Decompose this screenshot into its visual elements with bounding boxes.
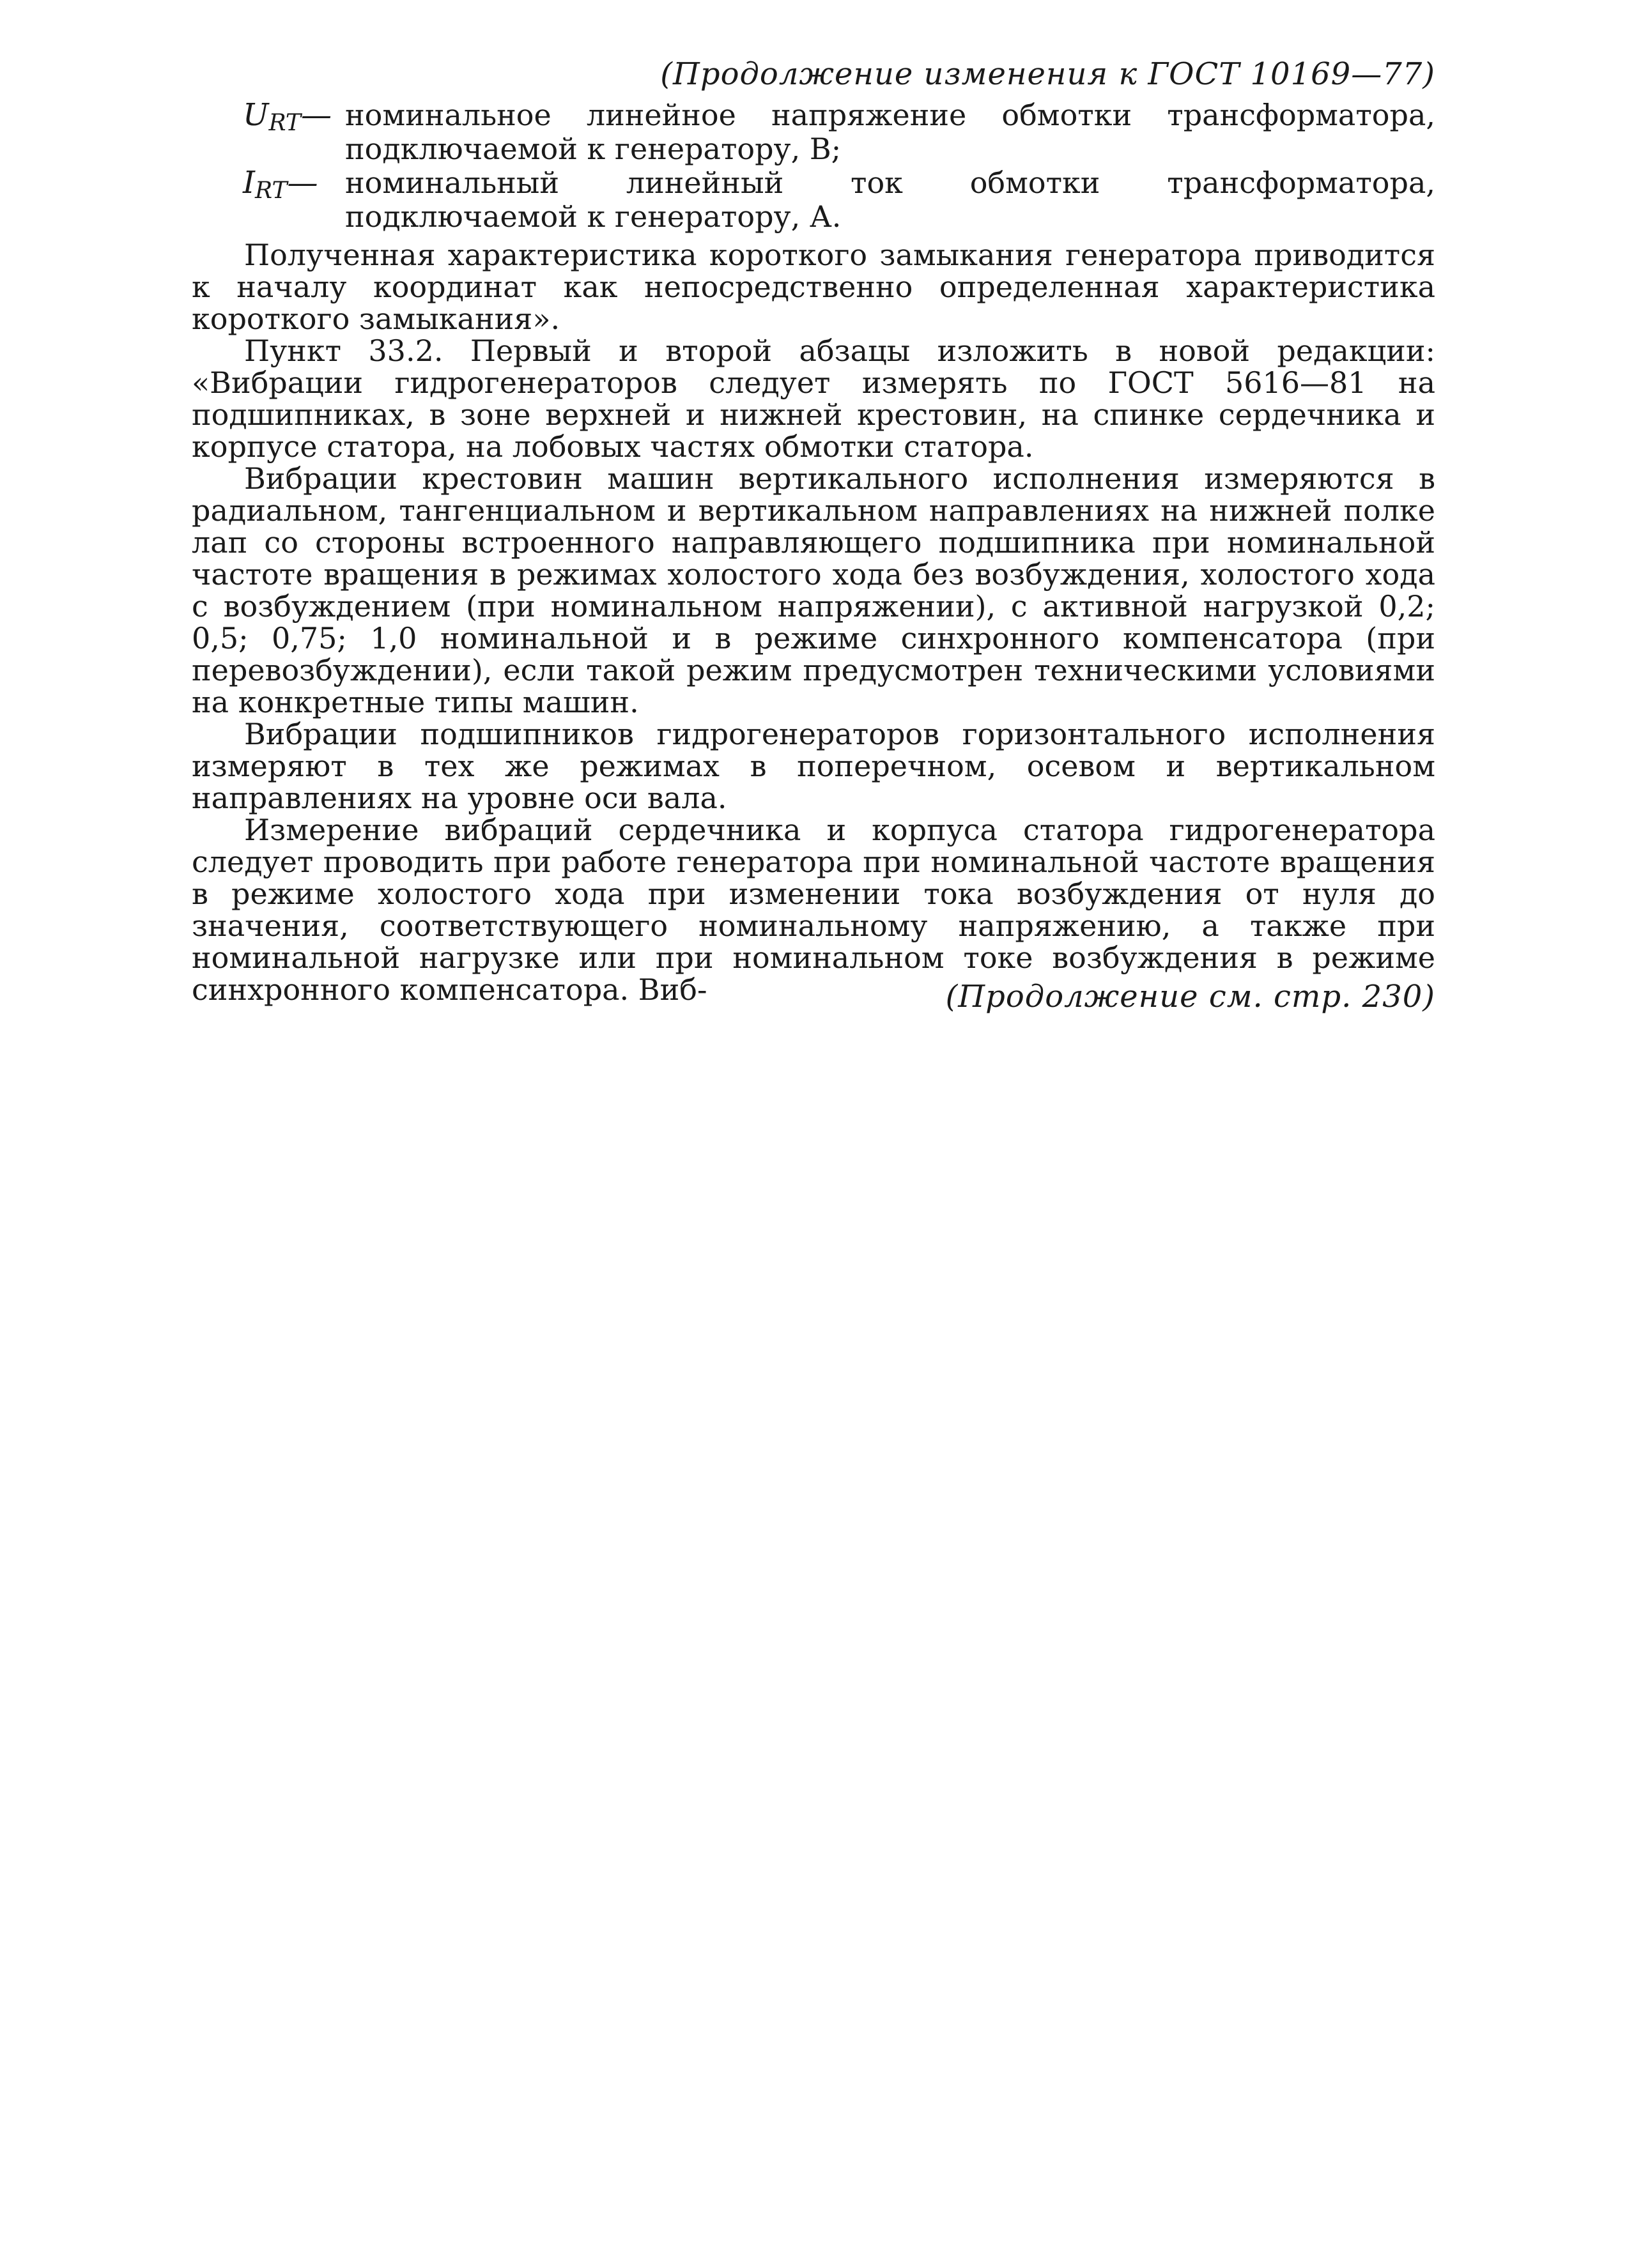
paragraph-bearing-vibration: Вибрации подшипников гидрогенераторов горизонтального исполнения измеряют в тех же режимах в поперечном, осевом и вертикальном направлениях на уровне оси вала. <box>192 717 1435 815</box>
symbol-definitions <box>192 98 1435 234</box>
document-body <box>192 239 1435 1006</box>
symbol-subscript: RT <box>254 178 288 204</box>
continuation-header: (Продолжение изменения к ГОСТ 10169—77) <box>660 56 1435 92</box>
paragraph-stator-vibration: Измерение вибраций сердечника и корпуса статора гидрогенератора следует проводить при работе генератора при номинальной частоте вращения в режиме холостого хода при изменении тока возбуждения от нуля до значения, соответствующего номинальному напряжению, а также при номинальной нагрузке или при номинальном токе возбуждения в режиме синхронного компенсатора. Виб- <box>192 813 1435 1007</box>
continuation-footer: (Продолжение см. стр. 230) <box>945 979 1435 1015</box>
definition-dash: — <box>287 165 318 201</box>
definition-text: номинальный линейный ток обмотки трансформатора, подключаемой к генератору, А. <box>345 165 1435 234</box>
symbol-letter: U <box>243 97 269 133</box>
definition-i-rt <box>192 166 1435 234</box>
paragraph-short-circuit: Полученная характеристика короткого замыкания генератора приводится к началу координат как непосредственно определенная характеристика короткого замыкания». <box>192 238 1435 336</box>
definition-u-rt <box>192 98 1435 166</box>
symbol-i-rt <box>243 166 324 208</box>
definition-text: номинальное линейное напряжение обмотки трансформатора, подключаемой к генератору, В; <box>345 98 1435 166</box>
symbol-letter: I <box>243 165 255 201</box>
paragraph-item-33-2: Пункт 33.2. Первый и второй абзацы изложить в новой редакции: «Вибрации гидрогенераторов следует измерять по ГОСТ 5616—81 на подшипниках, в зоне верхней и нижней крестовин, на спинке сердечника и корпусе статора, на лобовых частях обмотки статора. <box>192 333 1435 464</box>
definition-dash: — <box>300 97 332 133</box>
paragraph-crosspiece-vibration: Вибрации крестовин машин вертикального исполнения измеряются в радиальном, тангенциальном и вертикальном направлениях на нижней полке лап со стороны встроенного направляющего подшипника при номинальной частоте вращения в режимах холостого хода без возбуждения, холостого хода с возбуждением (при номинальном напряжении), с активной нагрузкой 0,2; 0,5; 0,75; 1,0 номинальной и в режиме синхронного компенсатора (при перевозбуждении), если такой режим предусмотрен техническими условиями на конкретные типы машин. <box>192 461 1435 719</box>
symbol-subscript: RT <box>268 110 301 136</box>
symbol-u-rt <box>243 98 338 140</box>
